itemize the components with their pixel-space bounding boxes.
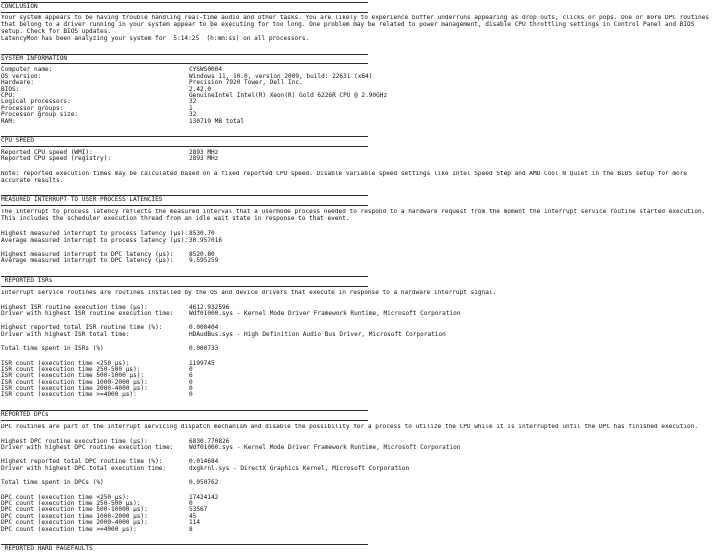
row-value: GenuineIntel Intel(R) Xeon(R) Gold 6226R CPU @ 2.90GHz [189, 92, 388, 99]
conclusion-section [0, 0, 720, 43]
row-value: 1199745 [189, 359, 215, 367]
dpcs-count-rows [0, 495, 720, 533]
section-rule [1, 420, 368, 421]
row-value: dxgkrnl.sys - DirectX Graphics Kernel, Microsoft Corporation [189, 464, 410, 472]
row-value: 114 [189, 519, 201, 527]
row-label: ISR count (execution time 2000-4000 µs): [1, 385, 148, 393]
row-value: 4612.932596 [189, 303, 230, 311]
row-label: Driver with highest DPC routine execution time: [1, 444, 174, 452]
row-label: Highest measured interrupt to process latency (µs): [1, 230, 189, 238]
row-label: Processor groups: [1, 104, 64, 112]
hard-pagefaults-heading: REPORTED HARD PAGEFAULTS [1, 544, 93, 552]
cpu-speed-rows [0, 150, 720, 163]
row-label: Reported CPU speed (registry): [1, 155, 112, 163]
isrs-section [0, 276, 720, 399]
row-label: Computer name: [1, 66, 53, 74]
interrupt-latency-text: The interrupt to process latency reflects the measured interval that a usermode process needed to respond to a hardware request from the moment the interrupt service routine started execution. This includes the scheduler execution thread from an idle wait state in response to that event. [1, 209, 710, 223]
section-rule [1, 410, 368, 411]
row-label: DPC count (execution time 2000-4000 µs): [1, 519, 148, 527]
row-label: DPC count (execution time 500-10000 µs): [1, 506, 148, 514]
isrs-heading: REPORTED ISRs [1, 276, 53, 284]
row-value: 2893 MHz [189, 155, 219, 163]
section-rule [1, 205, 368, 206]
row-label: Highest ISR routine execution time (µs): [1, 303, 148, 311]
row-label: Driver with highest ISR total time: [1, 330, 130, 338]
isrs-exec-rows [0, 305, 720, 318]
row-label: RAM: [1, 117, 16, 125]
interrupt-latency-section [0, 195, 720, 264]
row-label: Reported CPU speed (WMI): [1, 148, 93, 156]
row-value: 2.42.0 [189, 85, 212, 93]
row-value: 30.957016 [189, 236, 223, 244]
row-label: DPC count (execution time <250 µs): [1, 493, 130, 501]
report-row [0, 527, 720, 533]
dpcs-section [0, 410, 720, 533]
section-rule [1, 2, 368, 3]
section-rule [1, 146, 368, 147]
row-value: CYSWS0004 [189, 66, 223, 74]
row-label: Processor group size: [1, 111, 79, 119]
row-value: Precision 7920 Tower, Dell Inc. [189, 79, 303, 87]
dpcs-heading: REPORTED DPCs [1, 410, 49, 418]
hard-pagefaults-section [0, 544, 720, 553]
section-rule [1, 12, 368, 13]
dpcs-total-rows [0, 459, 720, 472]
section-rule [1, 136, 368, 137]
row-label: DPC count (execution time 250-500 µs): [1, 500, 141, 507]
row-value: 2893 MHz [189, 148, 219, 156]
row-label: BIOS: [1, 85, 20, 93]
row-value: 0 [189, 385, 193, 393]
section-rule [1, 276, 368, 277]
row-value: 32 [189, 98, 197, 106]
interrupt-latency-heading: MEASURED INTERRUPT TO USER PROCESS LATENCIES [1, 196, 163, 204]
system-info-heading: SYSTEM INFORMATION [1, 54, 68, 62]
row-value: 130719 MB total [189, 117, 245, 125]
system-info-section [0, 54, 720, 125]
row-value: 6 [189, 372, 193, 380]
cpu-speed-heading: CPU SPEED [1, 136, 35, 144]
row-label: Driver with highest ISR routine execution time: [1, 309, 174, 317]
interrupt-process-rows [0, 231, 720, 244]
row-label: Highest measured interrupt to DPC latency (µs): [1, 250, 174, 258]
row-value: Wdf01000.sys - Kernel Mode Driver Framework Runtime, Microsoft Corporation [189, 444, 461, 452]
dpcs-exec-rows [0, 439, 720, 452]
row-value: 32 [189, 111, 197, 119]
row-value: Windows 11, 10.0, version 2009, build: 22631 (x64) [189, 72, 373, 80]
report-row [0, 392, 720, 398]
row-value: 0.050762 [189, 479, 219, 487]
row-value: HDAudBus.sys - High Definition Audio Bus Driver, Microsoft Corporation [189, 330, 446, 338]
row-label: ISR count (execution time <250 µs): [1, 359, 130, 367]
row-value: 0 [189, 500, 193, 507]
dpcs-text: DPC routines are part of the interrupt servicing dispatch mechanism and disable the possibility for a process to utilize the CPU while it is interrupted until the DPC has finished execution. [1, 423, 699, 430]
conclusion-heading: CONCLUSION [1, 3, 38, 10]
row-value: 53567 [189, 506, 208, 514]
row-label: ISR count (execution time 500-1000 µs): [1, 372, 145, 380]
row-label: ISR count (execution time >=4000 µs): [1, 391, 137, 399]
row-label: Logical processors: [1, 98, 71, 106]
row-label: ISR count (execution time 250-500 µs): [1, 365, 141, 373]
interrupt-dpc-rows [0, 252, 720, 265]
report-row [0, 258, 720, 264]
row-value: 0 [189, 378, 193, 386]
row-label: Highest DPC routine execution time (µs): [1, 437, 148, 445]
row-label: ISR count (execution time 1000-2000 µs): [1, 378, 148, 386]
row-value: 1 [189, 104, 193, 112]
row-label: CPU: [1, 92, 16, 99]
row-value: 0.000404 [189, 324, 219, 332]
row-value: 0 [189, 365, 193, 373]
row-value: 0.014684 [189, 458, 219, 466]
isrs-text: Interrupt service routines are routines installed by the OS and device drivers that execute in response to a hardware interrupt signal. [1, 289, 497, 296]
conclusion-text: Your system appears to be having trouble handling real-time audio and other tasks. You are likely to experience buffer underruns appearing as drop outs, clicks or pops. One or more DPC routines that belong to a driver running in your system appear to be executing for too long. One problem may be related to power management, disable CPU throttling settings in Control Panel and BIOS setup. Check for BIOS updates. LatencyMon has been analyzing your system for 5:14:25 (h:mm:ss) on all processors. [1, 14, 710, 42]
row-label: Average measured interrupt to DPC latency (µs): [1, 257, 174, 265]
cpu-speed-note: Note: reported execution times may be calculated based on a fixed reported CPU speed. Disable variable speed settings like Intel Speed Step and AMD Cool N Quiet in the BIOS setup for more accurate results. [1, 170, 691, 184]
row-label: DPC count (execution time 1000-2000 µs): [1, 512, 148, 520]
row-value: Wdf01000.sys - Kernel Mode Driver Framework Runtime, Microsoft Corporation [189, 309, 461, 317]
row-label: DPC count (execution time >=4000 µs): [1, 525, 137, 533]
row-label: Highest reported total ISR routine time (%): [1, 324, 163, 332]
system-info-rows [0, 67, 720, 125]
cpu-speed-section [0, 136, 720, 185]
row-value: 0.000733 [189, 345, 219, 353]
section-rule [1, 63, 368, 64]
row-label: Hardware: [1, 79, 35, 87]
row-value: 8 [189, 525, 193, 533]
row-label: Total time spent in DPCs (%) [1, 479, 104, 487]
section-rule [1, 544, 368, 545]
report-row [0, 119, 720, 125]
row-label: OS version: [1, 72, 42, 80]
row-value: 0 [189, 391, 193, 399]
row-value: 17424142 [189, 493, 219, 501]
isrs-total-rows [0, 325, 720, 338]
row-value: 9.595259 [189, 257, 219, 265]
row-value: 8530.70 [189, 230, 215, 238]
row-label: Driver with highest DPC total execution time: [1, 464, 167, 472]
section-rule [1, 286, 368, 287]
row-value: 8520.80 [189, 250, 215, 258]
row-value: 6830.770826 [189, 437, 230, 445]
row-label: Total time spent in ISRs (%) [1, 345, 104, 353]
row-label: Average measured interrupt to process latency (µs): [1, 236, 189, 244]
row-label: Highest reported total DPC routine time (%): [1, 458, 163, 466]
row-value: 45 [189, 512, 197, 520]
isrs-count-rows [0, 361, 720, 399]
